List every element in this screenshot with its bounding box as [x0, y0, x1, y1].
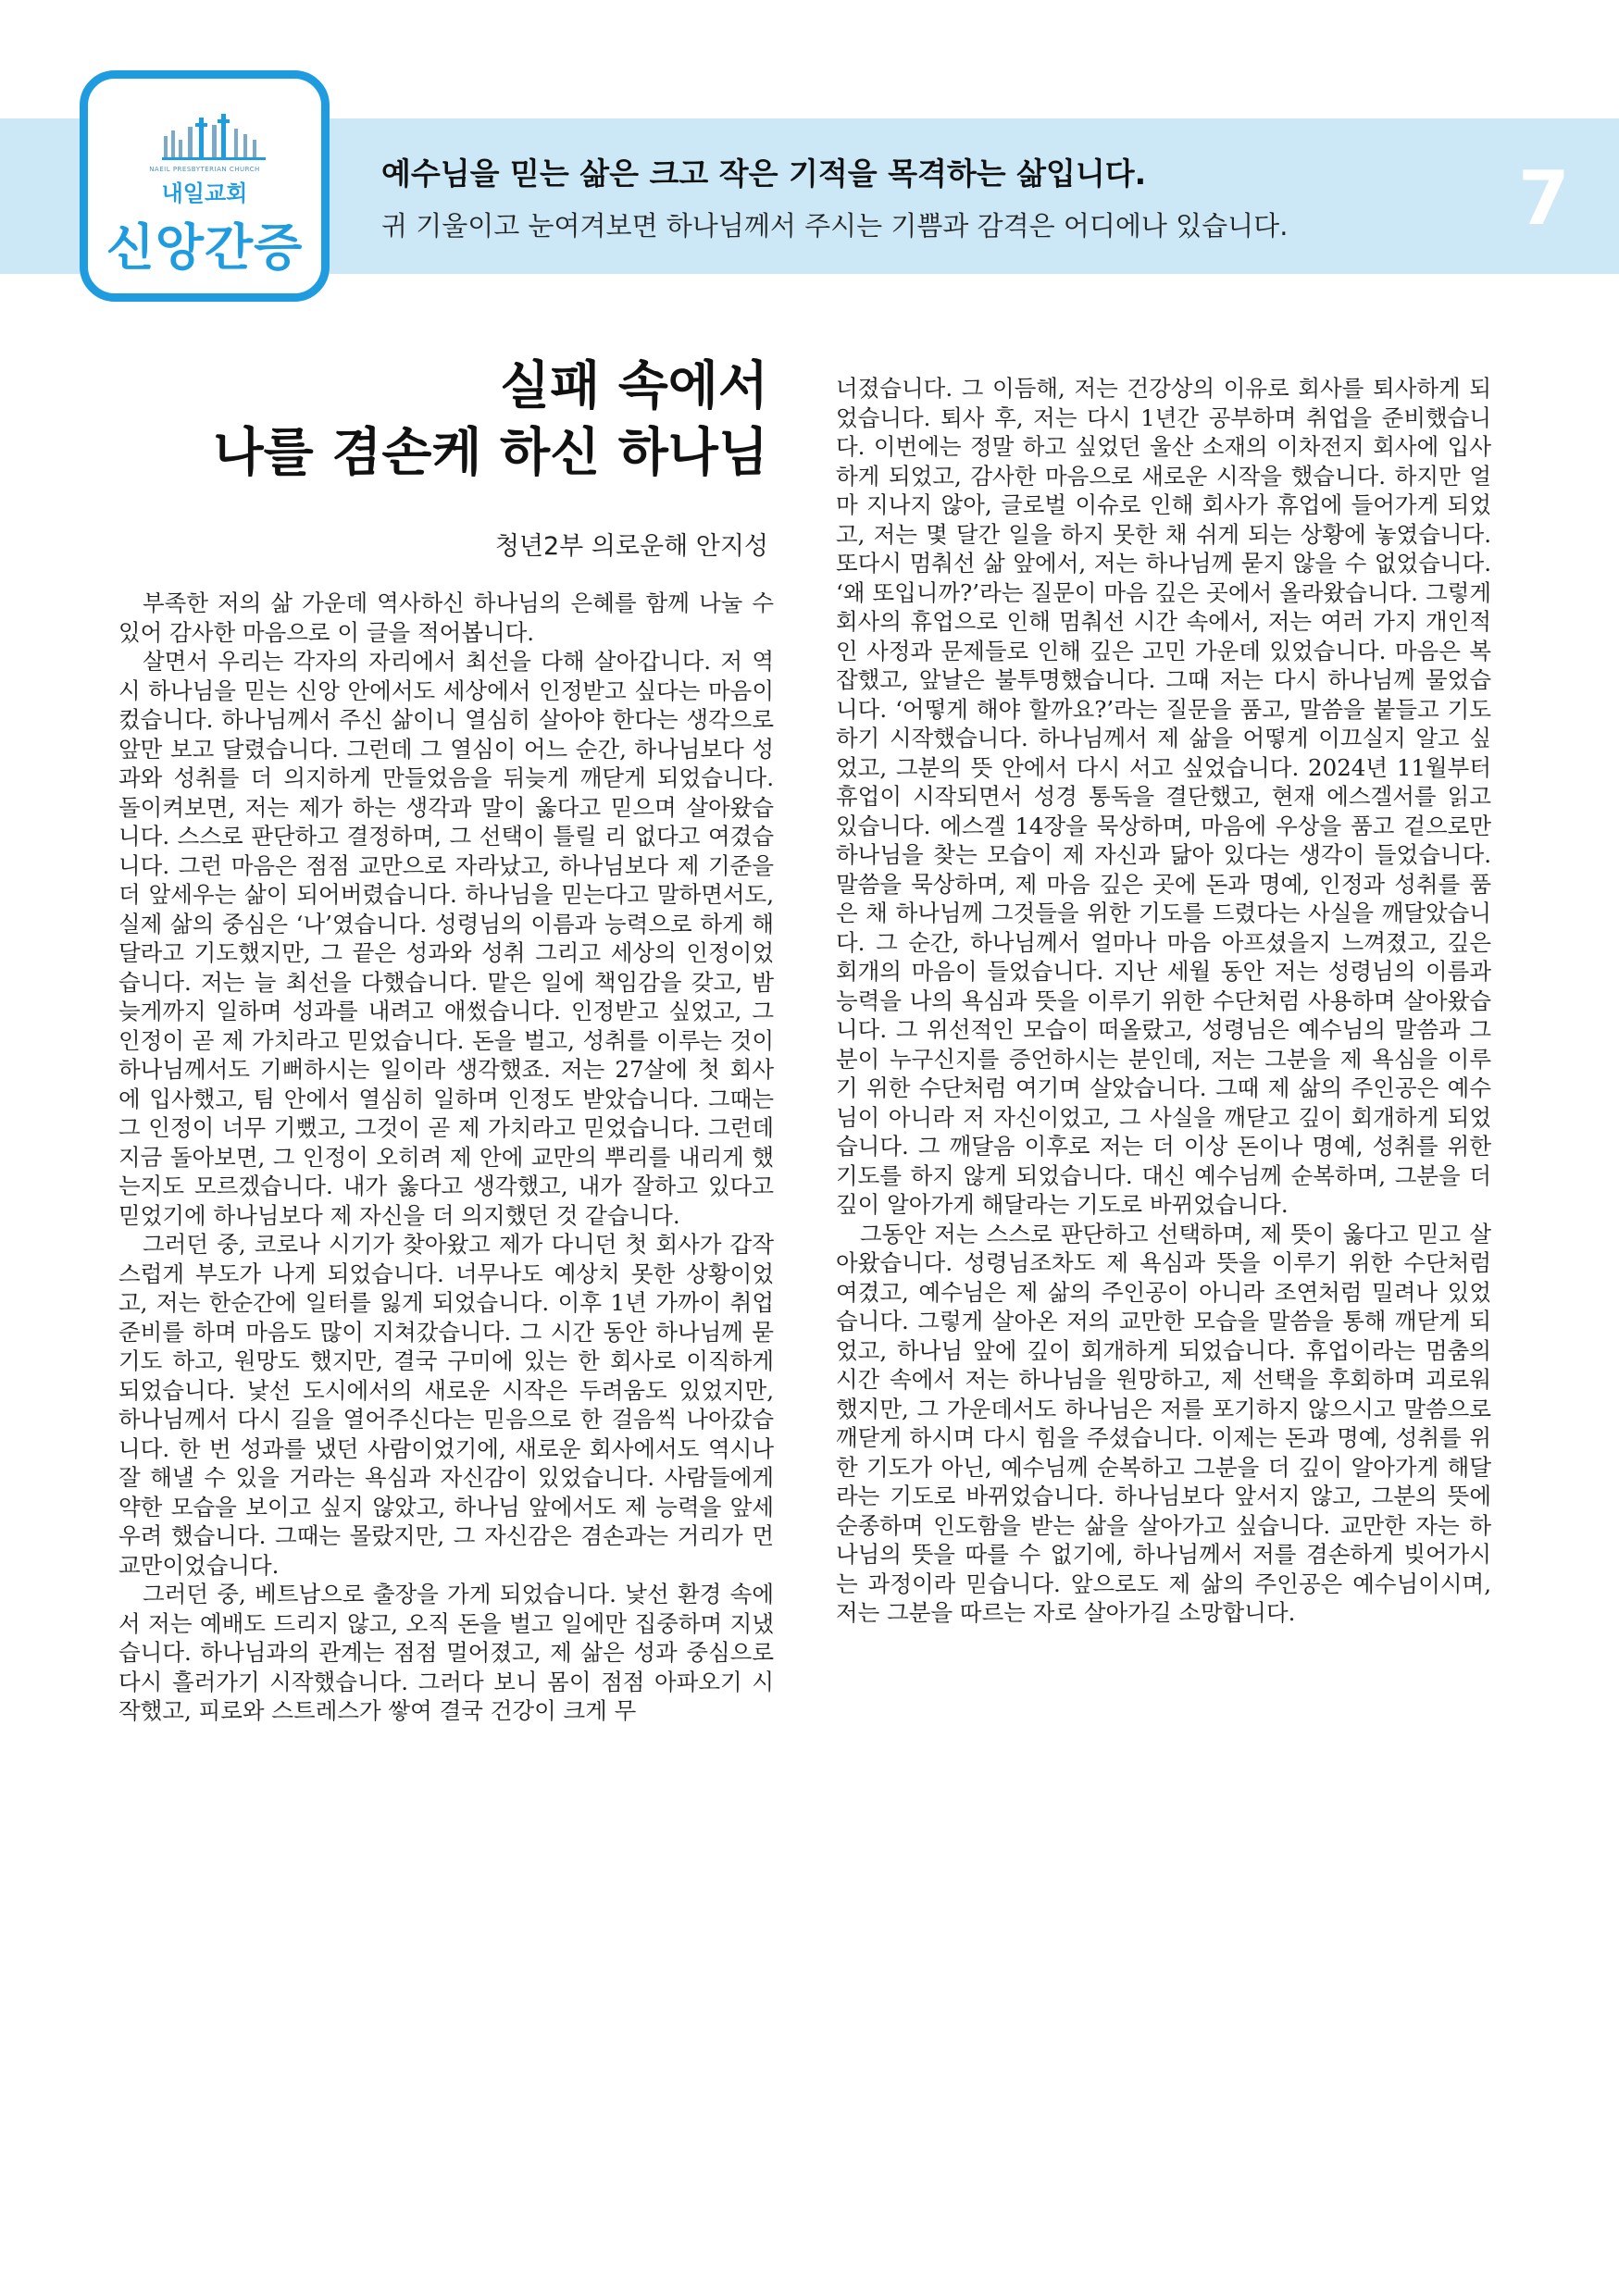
paragraph: 그러던 중, 코로나 시기가 찾아왔고 제가 다니던 첫 회사가 갑작스럽게 부도가 나게 되었습니다. 너무나도 예상치 못한 상황이었고, 저는 한순간에 일터를 잃게 되었습니다. 이후 1년 가까이 취업 준비를 하며 마음도 많이 지쳐갔습니다. 그 시간 동안 하나님께 묻기도 하고, 원망도 했지만, 결국 구미에 있는 한 회사로 이직하게 되었습니다. 낯선 도시에서의 새로운 시작은 두려움도 있었지만, 하나님께서 다시 길을 열어주신다는 믿음으로 한 걸음씩 나아갔습니다. 한 번 성과를 냈던 사람이었기에, 새로운 회사에서도 역시나 잘 해낼 수 있을 거라는 욕심과 자신감이 있었습니다. 사람들에게 약한 모습을 보이고 싶지 않았고, 하나님 앞에서도 제 능력을 앞세우려 했습니다. 그때는 몰랐지만, 그 자신감은 겸손과는 거리가 먼 교만이었습니다. — [118, 1231, 774, 1579]
page-number: 7 — [1518, 155, 1570, 242]
article-title-line-1: 실패 속에서 — [500, 356, 768, 416]
article-column-left — [118, 589, 774, 1726]
section-title: 신앙간증 — [106, 218, 304, 277]
paragraph: 그러던 중, 베트남으로 출장을 가게 되었습니다. 낯선 환경 속에서 저는 예배도 드리지 않고, 오직 돈을 벌고 일에만 집중하며 지냈습니다. 하나님과의 관계는 점점 멀어졌고, 제 삶은 성과 중심으로 다시 흘러가기 시작했습니다. 그러다 보니 몸이 점점 아파오기 시작했고, 피로와 스트레스가 쌓여 결국 건강이 크게 무 — [118, 1581, 774, 1724]
paragraph: 그동안 저는 스스로 판단하고 선택하며, 제 뜻이 옳다고 믿고 살아왔습니다. 성령님조차도 제 욕심과 뜻을 이루기 위한 수단처럼 여겼고, 예수님은 제 삶의 주인공이 아니라 조연처럼 밀려나 있었습니다. 그렇게 살아온 저의 교만한 모습을 말씀을 통해 깨닫게 되었고, 하나님 앞에 깊이 회개하게 되었습니다. 휴업이라는 멈춤의 시간 속에서 저는 하나님을 원망하고, 제 선택을 후회하며 괴로워했지만, 그 가운데서도 하나님은 저를 포기하지 않으시고 말씀으로 깨닫게 하시며 다시 힘을 주셨습니다. 이제는 돈과 명예, 성취를 위한 기도가 아닌, 예수님께 순복하고 그분을 더 깊이 알아가게 해달라는 기도로 바뀌었습니다. 하나님보다 앞서지 않고, 그분의 뜻에 순종하며 인도함을 받는 삶을 살아가고 싶습니다. 교만한 자는 하나님의 뜻을 따를 수 없기에, 하나님께서 저를 겸손하게 빚어가시는 과정이라 믿습니다. 앞으로도 제 삶의 주인공은 예수님이시며, 저는 그분을 따르는 자로 살아가길 소망합니다. — [836, 1220, 1491, 1626]
church-name: 내일교회 — [161, 180, 248, 206]
church-subtitle: NAEIL PRESBYTERIAN CHURCH — [149, 166, 260, 173]
paragraph: 너졌습니다. 그 이듬해, 저는 건강상의 이유로 회사를 퇴사하게 되었습니다. 퇴사 후, 저는 다시 1년간 공부하며 취업을 준비했습니다. 이번에는 정말 하고 싶었던 울산 소재의 이차전지 회사에 입사하게 되었고, 감사한 마음으로 새로운 시작을 했습니다. 하지만 얼마 지나지 않아, 글로벌 이슈로 인해 회사가 휴업에 들어가게 되었고, 저는 몇 달간 일을 하지 못한 채 쉬게 되는 상황에 놓였습니다. 또다시 멈춰선 삶 앞에서, 저는 하나님께 묻지 않을 수 없었습니다. ‘왜 또입니까?’라는 질문이 마음 깊은 곳에서 올라왔습니다. 그렇게 회사의 휴업으로 인해 멈춰선 시간 속에서, 저는 여러 가지 개인적인 사정과 문제들로 인해 깊은 고민 가운데 있었습니다. 마음은 복잡했고, 앞날은 불투명했습니다. 그때 저는 다시 하나님께 물었습니다. ‘어떻게 해야 할까요?’라는 질문을 품고, 말씀을 붙들고 기도하기 시작했습니다. 하나님께서 제 삶을 어떻게 이끄실지 알고 싶었고, 그분의 뜻 안에서 다시 서고 싶었습니다. 2024년 11월부터 휴업이 시작되면서 성경 통독을 결단했고, 현재 에스겔서를 읽고 있습니다. 에스겔 14장을 묵상하며, 마음에 우상을 품고 겉으로만 하나님을 찾는 모습이 제 자신과 닮아 있다는 생각이 들었습니다. 말씀을 묵상하며, 제 마음 깊은 곳에 돈과 명예, 인정과 성취를 품은 채 하나님께 그것들을 위한 기도를 드렸다는 사실을 깨달았습니다. 그 순간, 하나님께서 얼마나 마음 아프셨을지 느껴졌고, 깊은 회개의 마음이 들었습니다. 지난 세월 동안 저는 성령님의 이름과 능력을 나의 욕심과 뜻을 이루기 위한 수단처럼 사용하며 살아왔습니다. 그 위선적인 모습이 떠올랐고, 성령님은 예수님의 말씀과 그분이 누구신지를 증언하시는 분인데, 저는 그분을 제 욕심을 이루기 위한 수단처럼 여기며 살았습니다. 그때 제 삶의 주인공은 예수님이 아니라 저 자신이었고, 그 사실을 깨닫고 깊이 회개하게 되었습니다. 그 깨달음 이후로 저는 더 이상 돈이나 명예, 성취를 위한 기도를 하지 않게 되었습니다. 대신 예수님께 순복하며, 그분을 더 깊이 알아가게 해달라는 기도로 바뀌었습니다. — [836, 375, 1491, 1218]
article-column-right — [836, 374, 1491, 1628]
article-author: 청년2부 의로운해 안지성 — [494, 532, 768, 561]
section-badge — [80, 70, 330, 302]
article-title-line-2: 나를 겸손케 하신 하나님 — [213, 423, 768, 483]
article-title — [148, 354, 768, 487]
header-subheadline: 귀 기울이고 눈여겨보면 하나님께서 주시는 기쁨과 감격은 어디에나 있습니다. — [381, 210, 1289, 242]
church-skyline-logo-icon — [162, 112, 266, 160]
header-headline: 예수님을 믿는 삶은 크고 작은 기적을 목격하는 삶입니다. — [381, 155, 1147, 192]
paragraph: 부족한 저의 삶 가운데 역사하신 하나님의 은혜를 함께 나눌 수 있어 감사한 마음으로 이 글을 적어봅니다. — [118, 590, 774, 646]
paragraph: 살면서 우리는 각자의 자리에서 최선을 다해 살아갑니다. 저 역시 하나님을 믿는 신앙 안에서도 세상에서 인정받고 싶다는 마음이 컸습니다. 하나님께서 주신 삶이니 열심히 살아야 한다는 생각으로 앞만 보고 달렸습니다. 그런데 그 열심이 어느 순간, 하나님보다 성과와 성취를 더 의지하게 만들었음을 뒤늦게 깨닫게 되었습니다. 돌이켜보면, 저는 제가 하는 생각과 말이 옳다고 믿으며 살아왔습니다. 스스로 판단하고 결정하며, 그 선택이 틀릴 리 없다고 여겼습니다. 그런 마음은 점점 교만으로 자라났고, 하나님보다 제 기준을 더 앞세우는 삶이 되어버렸습니다. 하나님을 믿는다고 말하면서도, 실제 삶의 중심은 ‘나’였습니다. 성령님의 이름과 능력으로 하게 해달라고 기도했지만, 그 끝은 성과와 성취 그리고 세상의 인정이었습니다. 저는 늘 최선을 다했습니다. 맡은 일에 책임감을 갖고, 밤늦게까지 일하며 성과를 내려고 애썼습니다. 인정받고 싶었고, 그 인정이 곧 제 가치라고 믿었습니다. 돈을 벌고, 성취를 이루는 것이 하나님께서도 기뻐하시는 일이라 생각했죠. 저는 27살에 첫 회사에 입사했고, 팀 안에서 열심히 일하며 인정도 받았습니다. 그때는 그 인정이 너무 기뻤고, 그것이 곧 제 가치라고 믿었습니다. 그런데 지금 돌아보면, 그 인정이 오히려 제 안에 교만의 뿌리를 내리게 했는지도 모르겠습니다. 내가 옳다고 생각했고, 내가 잘하고 있다고 믿었기에 하나님보다 제 자신을 더 의지했던 것 같습니다. — [118, 648, 774, 1229]
